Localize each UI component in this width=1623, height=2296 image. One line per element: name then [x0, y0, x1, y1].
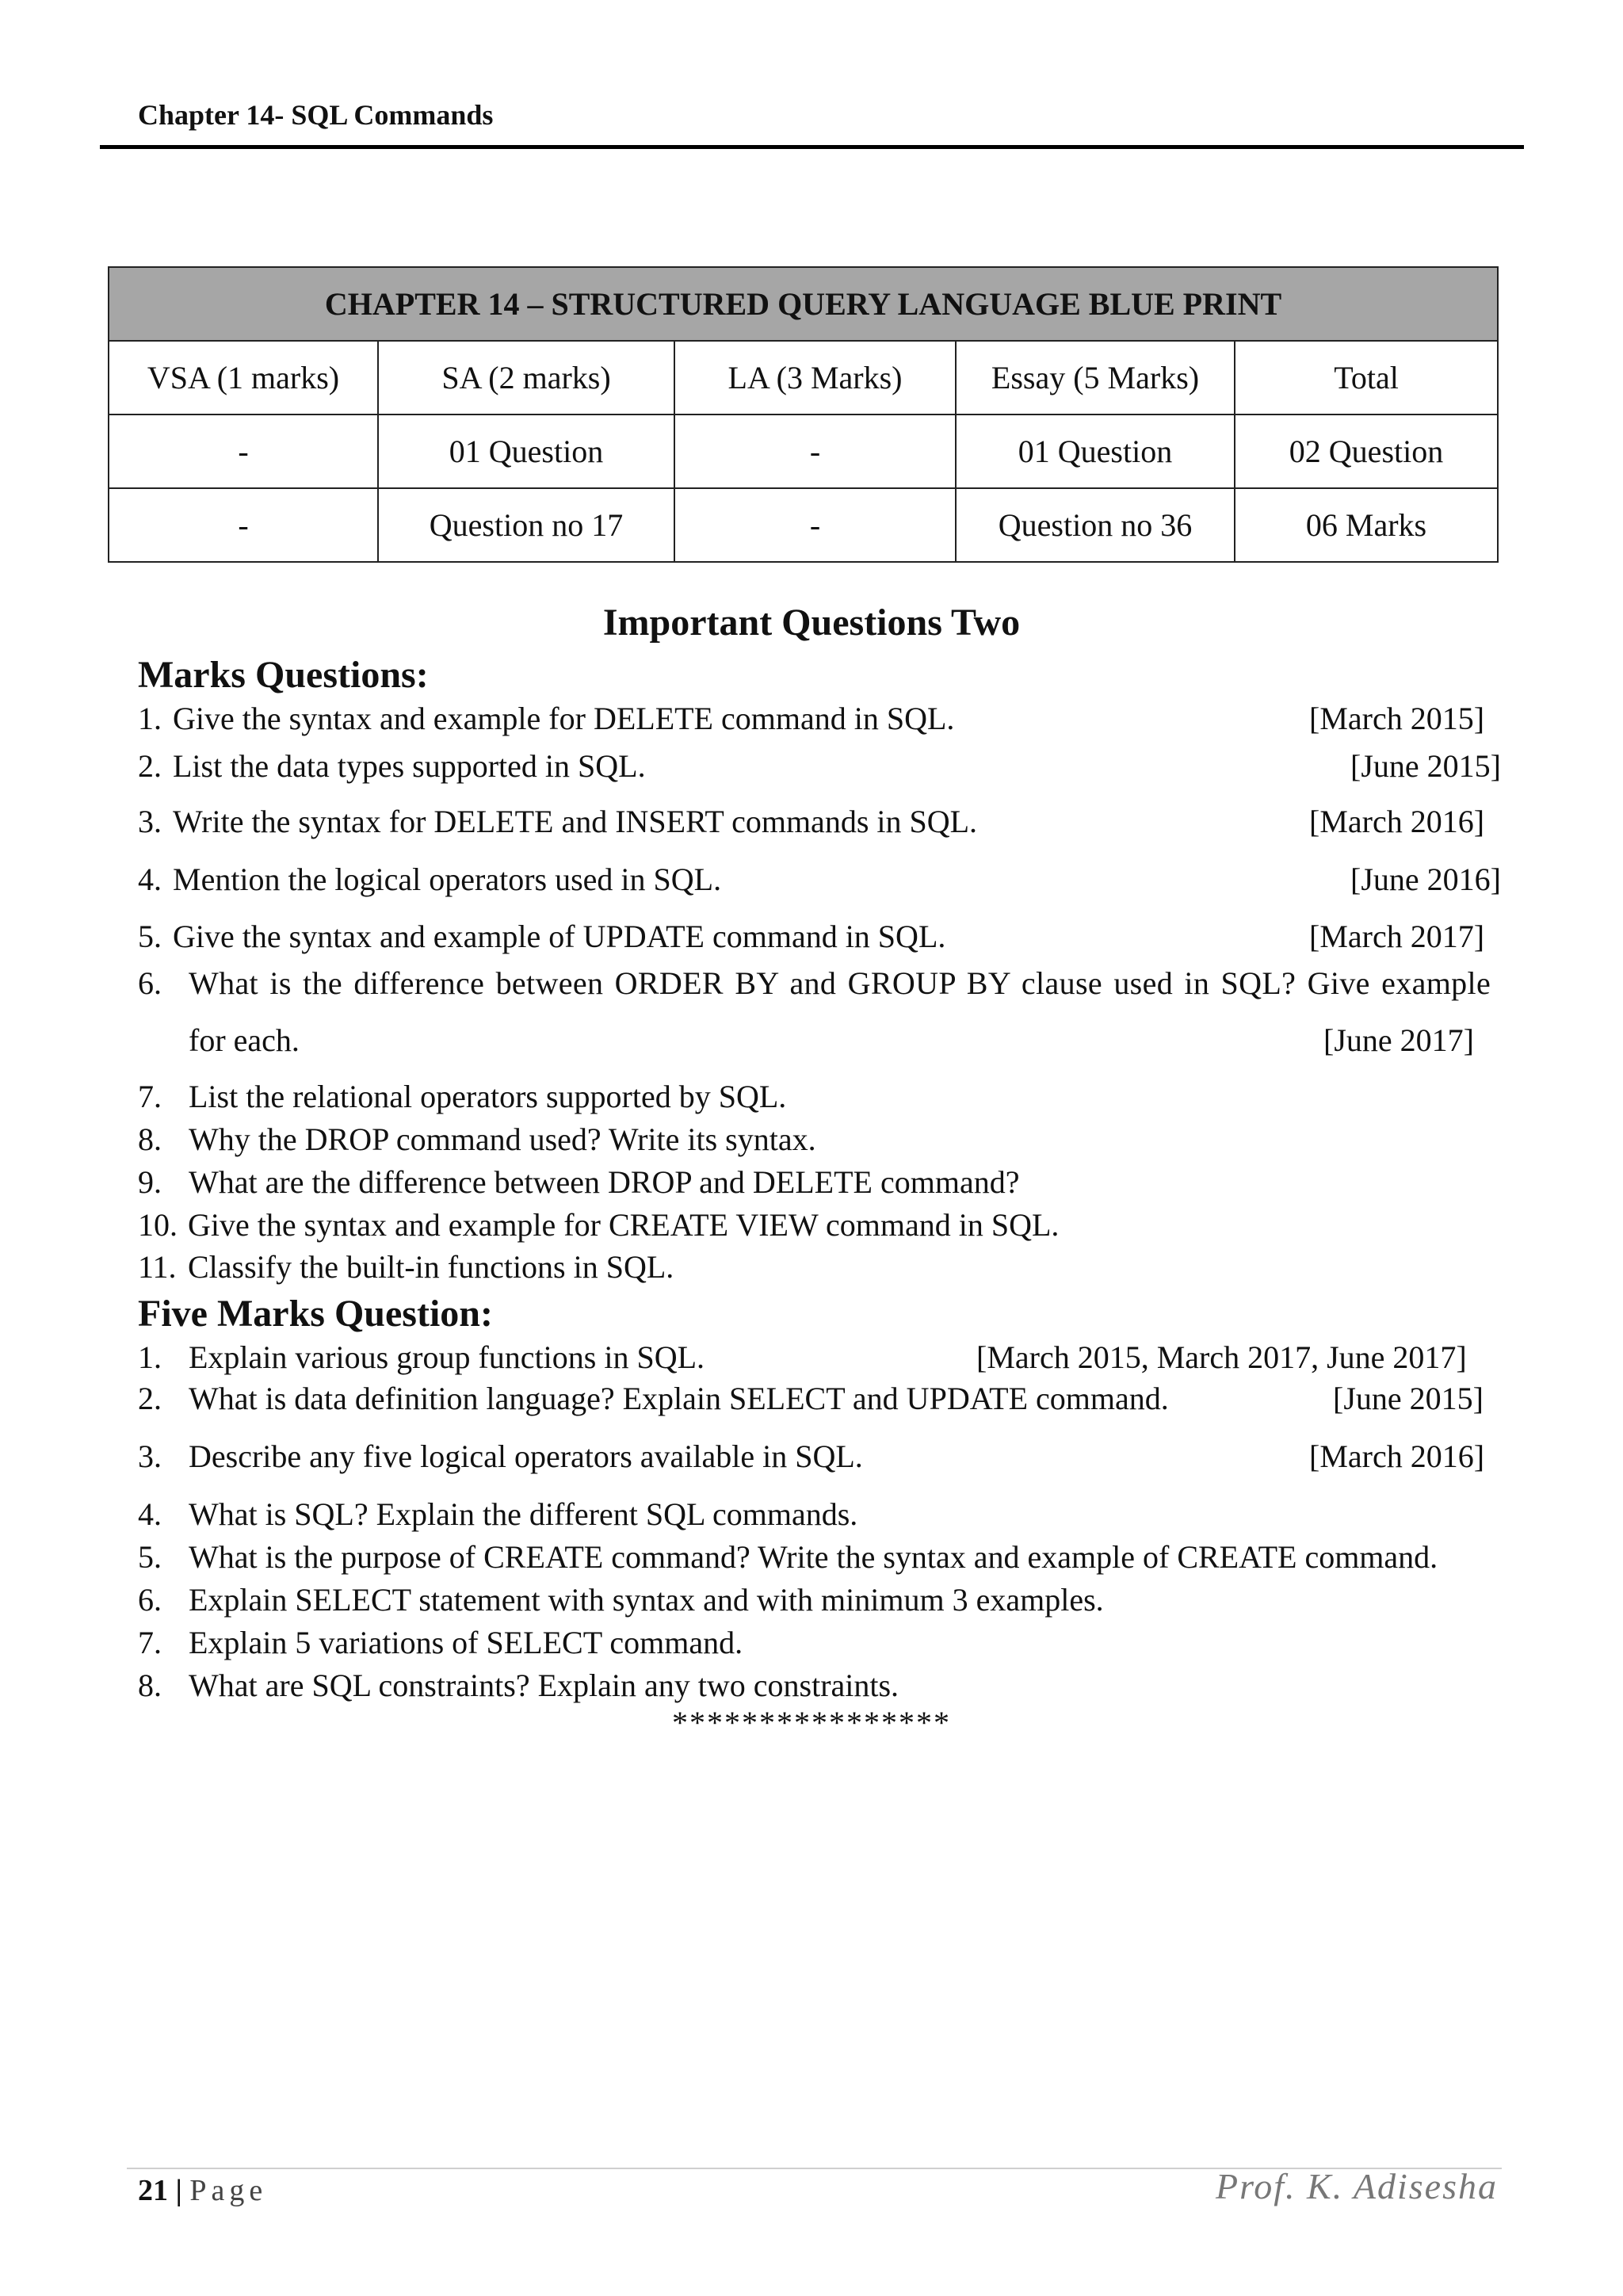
question-text: Explain various group functions in SQL. [189, 1339, 705, 1375]
question-number: 4. [138, 1496, 162, 1532]
table-cell: - [674, 488, 956, 562]
list-item [138, 962, 1501, 1005]
list-item [138, 1204, 1509, 1247]
question-number: 6. [138, 965, 162, 1001]
table-cell: - [109, 415, 378, 488]
list-item [138, 697, 1509, 740]
question-text: What are the difference between DROP and DELETE command? [189, 1164, 1020, 1200]
table-cell: Question no 36 [956, 488, 1235, 562]
exam-reference: [June 2015] [1333, 1381, 1484, 1416]
blueprint-title-row [109, 267, 1498, 341]
page-separator: | [175, 2174, 182, 2207]
page-number-value: 21 [138, 2174, 168, 2207]
list-item [138, 1435, 1509, 1478]
list-item [138, 1118, 1509, 1161]
list-item [138, 745, 1509, 788]
question-text-continued: for each. [189, 1022, 300, 1058]
blueprint-title: CHAPTER 14 – STRUCTURED QUERY LANGUAGE BLUE PRINT [109, 267, 1498, 341]
question-number: 4. [138, 861, 162, 897]
question-text: What is the purpose of CREATE command? Write the syntax and example of CREATE command. [189, 1539, 1438, 1575]
list-item [138, 1664, 1509, 1707]
list-item [138, 1336, 1509, 1379]
question-text: Give the syntax and example of UPDATE command in SQL. [173, 919, 946, 954]
question-number: 6. [138, 1582, 162, 1618]
question-text: Explain 5 variations of SELECT command. [189, 1625, 743, 1660]
question-text: What is data definition language? Explain SELECT and UPDATE command. [189, 1381, 1169, 1416]
exam-reference: [June 2015] [1350, 748, 1501, 784]
list-item [138, 1161, 1509, 1204]
question-number: 5. [138, 919, 162, 954]
question-number: 11. [138, 1249, 177, 1285]
question-text: Classify the built-in functions in SQL. [188, 1249, 674, 1285]
question-text: Why the DROP command used? Write its syntax. [189, 1121, 816, 1157]
question-number: 3. [138, 804, 162, 839]
page-label: Page [189, 2174, 268, 2207]
blueprint-table [108, 266, 1499, 563]
table-cell: 06 Marks [1235, 488, 1498, 562]
question-text: What is the difference between ORDER BY and GROUP BY clause used in SQL? Give example [189, 965, 1491, 1001]
question-text: Describe any five logical operators available in SQL. [189, 1438, 863, 1474]
question-text: What are SQL constraints? Explain any two constraints. [189, 1668, 899, 1703]
page-header-title: Chapter 14- SQL Commands [138, 99, 494, 131]
question-number: 8. [138, 1668, 162, 1703]
author-signature: Prof. K. Adisesha [1215, 2166, 1498, 2206]
column-header: VSA (1 marks) [109, 341, 378, 415]
question-number: 9. [138, 1164, 162, 1200]
table-cell: 01 Question [378, 415, 674, 488]
exam-reference: [June 2016] [1350, 861, 1501, 897]
question-number: 1. [138, 1339, 162, 1375]
table-cell: - [674, 415, 956, 488]
list-item [138, 1579, 1509, 1622]
question-number: 7. [138, 1625, 162, 1660]
page-number [138, 2173, 267, 2208]
question-text: Give the syntax and example for CREATE VIEW command in SQL. [188, 1207, 1060, 1243]
column-header: Total [1235, 341, 1498, 415]
question-text: What is SQL? Explain the different SQL commands. [189, 1496, 858, 1532]
question-number: 5. [138, 1539, 162, 1575]
question-number: 1. [138, 701, 162, 736]
question-text: List the relational operators supported by SQL. [189, 1079, 787, 1114]
question-number: 2. [138, 1381, 162, 1416]
table-cell: Question no 17 [378, 488, 674, 562]
list-item [138, 1622, 1509, 1664]
exam-reference: [June 2017] [1323, 1022, 1474, 1058]
question-number: 2. [138, 748, 162, 784]
question-text: List the data types supported in SQL. [173, 748, 646, 784]
list-item [138, 1377, 1509, 1420]
question-number: 10. [138, 1207, 178, 1243]
table-cell: 02 Question [1235, 415, 1498, 488]
five-marks-heading: Five Marks Question: [138, 1293, 493, 1335]
question-number: 8. [138, 1121, 162, 1157]
column-header: LA (3 Marks) [674, 341, 956, 415]
list-item [138, 1536, 1509, 1579]
column-header: Essay (5 Marks) [956, 341, 1235, 415]
question-number: 7. [138, 1079, 162, 1114]
question-text: Give the syntax and example for DELETE command in SQL. [173, 701, 955, 736]
list-item [138, 1493, 1509, 1536]
exam-reference: [March 2015] [1309, 701, 1485, 736]
exam-reference: [March 2017] [1309, 919, 1485, 954]
two-marks-heading: Marks Questions: [138, 654, 429, 696]
list-item [138, 1246, 1509, 1289]
important-questions-title: Important Questions Two [602, 602, 1021, 644]
list-item [138, 800, 1509, 843]
table-row [109, 488, 1498, 562]
list-item [138, 915, 1509, 958]
header-divider [100, 145, 1524, 149]
exam-reference: [March 2016] [1309, 804, 1485, 839]
list-item [138, 858, 1509, 901]
question-text: Explain SELECT statement with syntax and with minimum 3 examples. [189, 1582, 1104, 1618]
exam-reference: [March 2016] [1309, 1438, 1485, 1474]
exam-reference: [March 2015, March 2017, June 2017] [976, 1339, 1467, 1375]
table-cell: 01 Question [956, 415, 1235, 488]
table-cell: - [109, 488, 378, 562]
question-text: Mention the logical operators used in SQL. [173, 861, 722, 897]
question-number: 3. [138, 1438, 162, 1474]
blueprint-header-row [109, 341, 1498, 415]
column-header: SA (2 marks) [378, 341, 674, 415]
table-row [109, 415, 1498, 488]
question-text: Write the syntax for DELETE and INSERT commands in SQL. [173, 804, 978, 839]
list-item [138, 1075, 1509, 1118]
end-marker: **************** [672, 1705, 951, 1740]
